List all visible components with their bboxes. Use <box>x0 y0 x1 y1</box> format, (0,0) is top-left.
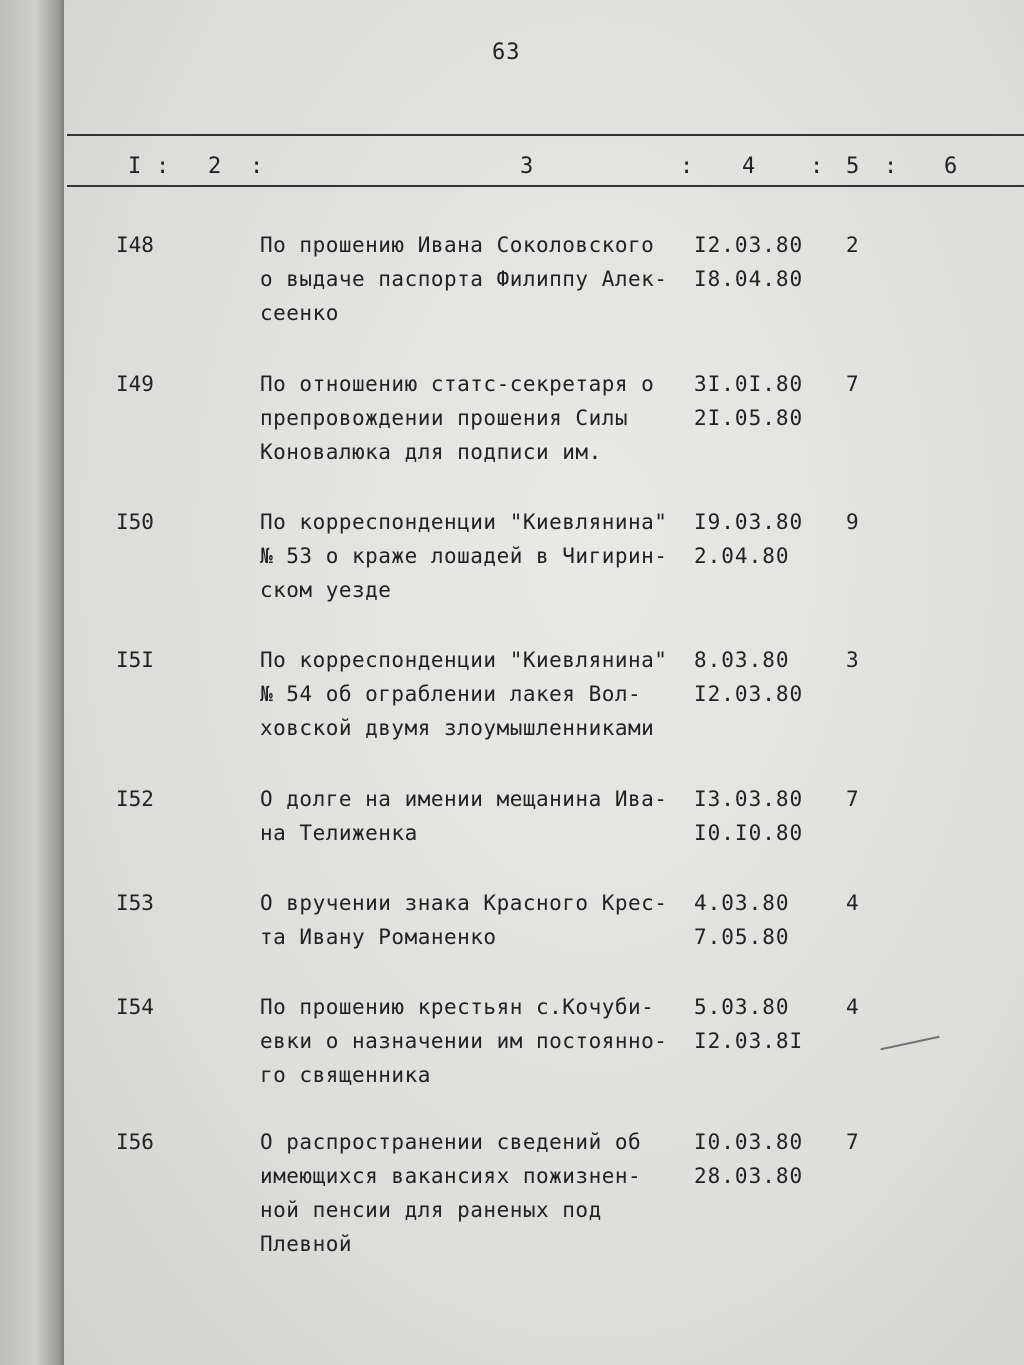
case-title: По корреспонденции "Киевлянина" № 53 о краже лошадей в Чигирин- ском уезде <box>260 510 668 602</box>
case-number: I53 <box>116 891 154 915</box>
case-sheet-count: 9 <box>846 510 859 534</box>
case-title: По прошению Ивана Соколовского о выдаче паспорта Филиппу Алек- сеенко <box>260 233 668 325</box>
header-col-1: I <box>128 154 142 179</box>
case-number: I54 <box>116 995 154 1019</box>
header-sep-5: : <box>884 154 898 179</box>
table-header-top-rule <box>67 134 1024 136</box>
case-sheet-count: 4 <box>846 891 859 915</box>
header-sep-2: : <box>250 154 264 179</box>
page-number: 63 <box>492 40 521 65</box>
header-sep-4: : <box>810 154 824 179</box>
case-sheet-count: 7 <box>846 1130 859 1154</box>
header-col-3: 3 <box>520 154 534 179</box>
case-title: О вручении знака Красного Крес- та Ивану Романенко <box>260 891 668 949</box>
case-number: I5I <box>116 648 154 672</box>
case-dates: I3.03.80 I0.I0.80 <box>694 787 804 845</box>
case-title: О распространении сведений об имеющихся вакансиях пожизнен- ной пенсии для раненых под Плевной <box>260 1130 642 1256</box>
case-dates: 4.03.80 7.05.80 <box>694 891 790 949</box>
case-dates: I9.03.80 2.04.80 <box>694 510 804 568</box>
case-title: По корреспонденции "Киевлянина" № 54 об ограблении лакея Вол- ховской двумя злоумышленниками <box>260 648 668 740</box>
case-sheet-count: 3 <box>846 648 859 672</box>
header-col-5: 5 <box>846 154 860 179</box>
case-dates: I2.03.80 I8.04.80 <box>694 233 804 291</box>
header-col-6: 6 <box>944 154 958 179</box>
header-sep-3: : <box>680 154 694 179</box>
case-number: I49 <box>116 372 154 396</box>
case-number: I56 <box>116 1130 154 1154</box>
page-binding-edge <box>0 0 64 1365</box>
case-number: I50 <box>116 510 154 534</box>
case-sheet-count: 2 <box>846 233 859 257</box>
case-title: По прошению крестьян с.Кочуби- евки о назначении им постоянно- го священника <box>260 995 668 1087</box>
case-dates: 3I.0I.80 2I.05.80 <box>694 372 804 430</box>
header-sep-1: : <box>156 154 170 179</box>
case-dates: 5.03.80 I2.03.8I <box>694 995 804 1053</box>
case-number: I52 <box>116 787 154 811</box>
table-header-bottom-rule <box>67 185 1024 187</box>
case-number: I48 <box>116 233 154 257</box>
case-sheet-count: 4 <box>846 995 859 1019</box>
case-title: О долге на имении мещанина Ива- на Телиженка <box>260 787 668 845</box>
case-sheet-count: 7 <box>846 372 859 396</box>
case-dates: I0.03.80 28.03.80 <box>694 1130 804 1188</box>
case-title: По отношению статс-секретаря о препровождении прошения Силы Коновалюка для подписи им. <box>260 372 655 464</box>
case-sheet-count: 7 <box>846 787 859 811</box>
header-col-4: 4 <box>742 154 756 179</box>
header-col-2: 2 <box>208 154 222 179</box>
case-dates: 8.03.80 I2.03.80 <box>694 648 804 706</box>
